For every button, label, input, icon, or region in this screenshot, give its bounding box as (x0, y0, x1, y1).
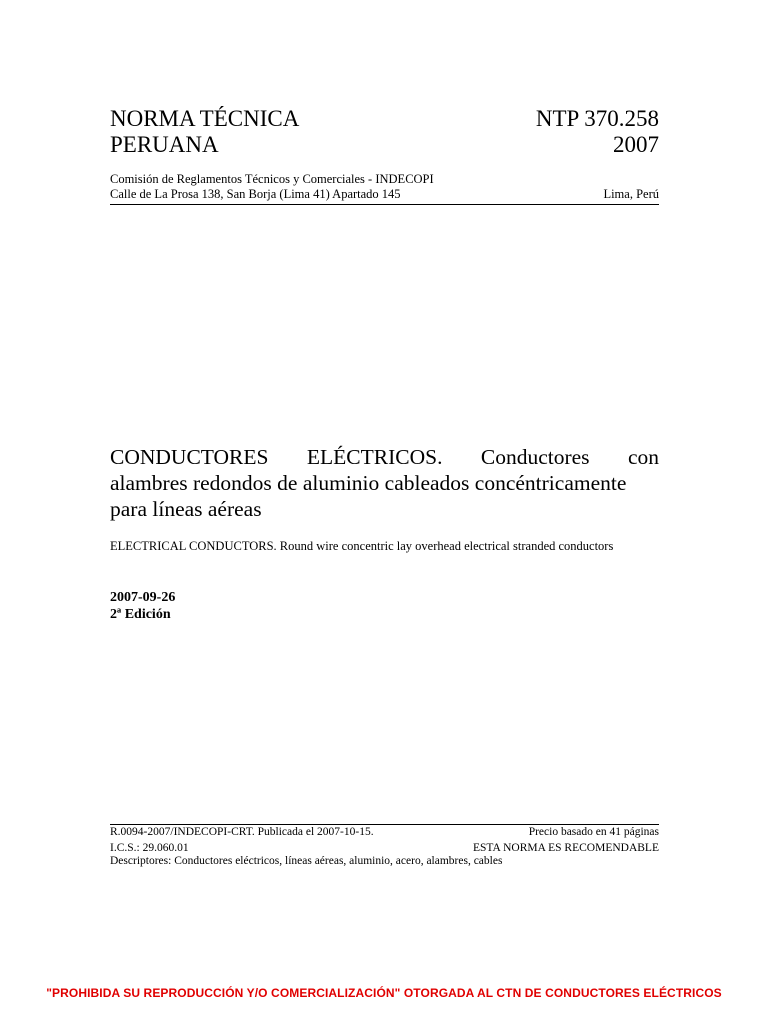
edition-number: 2ª Edición (110, 607, 171, 622)
organization-block (110, 172, 659, 202)
document-title (110, 444, 659, 522)
title-line-1 (110, 444, 659, 470)
english-title: ELECTRICAL CONDUCTORS. Round wire concentric lay overhead electrical stranded conductors (110, 539, 614, 553)
recommendation-text: ESTA NORMA ES RECOMENDABLE (473, 841, 659, 854)
title-word: CONDUCTORES (110, 445, 269, 469)
title-word: Conductores (480, 445, 590, 469)
price-text: Precio basado en 41 páginas (528, 826, 659, 838)
title-word: ELÉCTRICOS. (306, 445, 443, 469)
reproduction-notice: "PROHIBIDA SU REPRODUCCIÓN Y/O COMERCIALIZACIÓN" OTORGADA AL CTN DE CONDUCTORES ELÉCTRICOS (46, 986, 722, 1000)
standard-code: NTP 370.258 (535, 106, 659, 131)
standard-year: 2007 (613, 132, 659, 157)
edition-date: 2007-09-26 (110, 590, 176, 605)
footer-row-ics (110, 842, 659, 856)
organization-address: Calle de La Prosa 138, San Borja (Lima 41) Apartado 145 (110, 187, 401, 201)
descriptors-text: Descriptores: Conductores eléctricos, líneas aéreas, aluminio, acero, alambres, cables (110, 855, 503, 867)
header-divider (110, 204, 659, 205)
ics-code: I.C.S.: 29.060.01 (110, 841, 189, 854)
organization-address-row (110, 187, 659, 202)
title-word: con (627, 445, 659, 469)
footer-block (110, 826, 659, 869)
footer-row-resolution (110, 826, 659, 840)
edition-block (110, 589, 175, 623)
title-line-3: para líneas aéreas (110, 497, 262, 521)
organization-city: Lima, Perú (603, 187, 659, 201)
organization-name: Comisión de Reglamentos Técnicos y Comerciales - INDECOPI (110, 172, 434, 186)
norma-tecnica-label: NORMA TÉCNICA (110, 106, 300, 131)
header-row-1 (110, 106, 659, 132)
peruana-label: PERUANA (110, 132, 219, 157)
title-line-2: alambres redondos de aluminio cableados concéntricamente (110, 471, 627, 495)
footer-divider (110, 824, 659, 825)
header-row-2 (110, 132, 659, 158)
resolution-text: R.0094-2007/INDECOPI-CRT. Publicada el 2007-10-15. (110, 826, 374, 838)
